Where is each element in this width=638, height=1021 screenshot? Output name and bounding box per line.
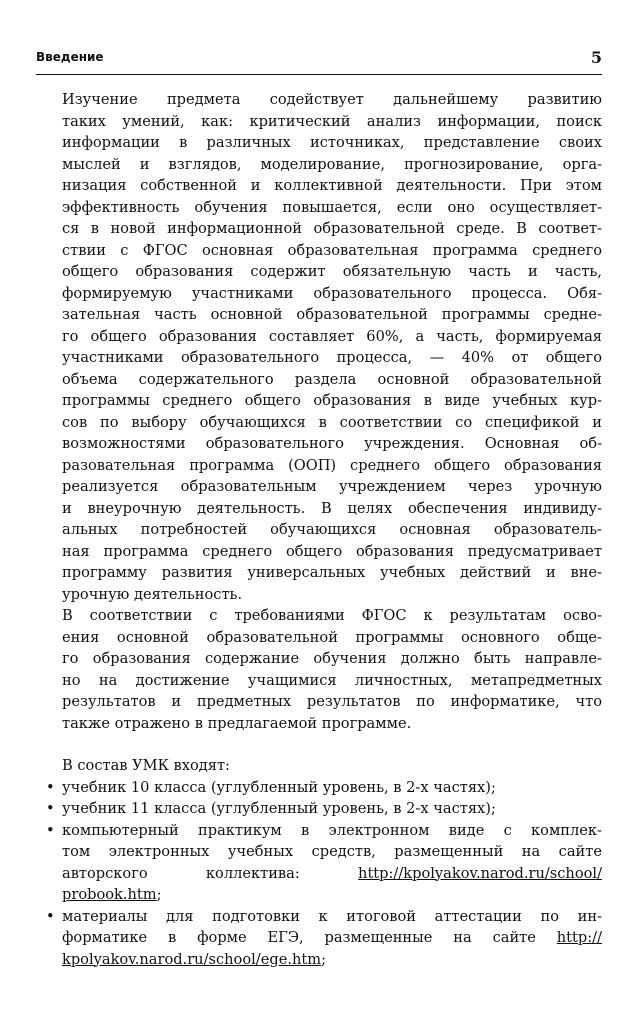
paragraph-fgos (36, 605, 602, 734)
paragraph-gap (36, 734, 602, 755)
paragraph-line: го образования содержание обучения должно быть направле- (62, 650, 602, 667)
paragraph-line: но на достижение учащимися личностных, метапредметных (62, 671, 602, 689)
paragraph-line: также отражено в предлагаемой программе. (62, 714, 412, 732)
list-item (36, 798, 602, 820)
list-item-punct: ; (321, 950, 326, 968)
list-item (36, 906, 602, 971)
paragraph-line: участниками образовательного процесса, — 40% от общего (62, 349, 602, 366)
paragraph-line: программу развития универсальных учебных действий и вне- (62, 564, 602, 581)
paragraph-line: результатов и предметных результатов по информатике, что (62, 693, 602, 710)
bullet-icon: • (46, 821, 55, 839)
list-item-text: учебник 11 класса (углубленный уровень, в 2-х частях); (62, 800, 496, 817)
paragraph-line: информации в различных источниках, представление своих (62, 134, 602, 151)
paragraph-line: реализуется образовательным учреждением через урочную (62, 478, 602, 495)
paragraph-line: зательная часть основной образовательной программы средне- (62, 306, 602, 323)
paragraph-line: разовательная программа (ООП) среднего общего образования (62, 456, 602, 474)
list-item-line (62, 884, 602, 906)
list-item-text: учебник 10 класса (углубленный уровень, в 2-х частях); (62, 778, 496, 796)
ege-link-continued[interactable]: kpolyakov.narod.ru/school/ege.htm (62, 950, 322, 968)
bullet-icon: • (46, 800, 55, 817)
list-item (36, 777, 602, 799)
probook-link-continued[interactable]: probook.htm (62, 886, 157, 903)
bullet-icon: • (46, 778, 55, 796)
paragraph-line: урочную деятельность. (62, 585, 243, 603)
list-item-line: компьютерный практикум в электронном виде с комплек- (62, 821, 602, 839)
list-item-line (62, 927, 602, 949)
page-number: 5 (590, 48, 602, 67)
paragraph-line: низация собственной и коллективной деятельности. При этом (62, 177, 602, 194)
paragraph-line: возможностями образовательного учреждения. Основная об- (62, 435, 602, 452)
umk-intro: В состав УМК входят: (62, 757, 230, 774)
paragraph-line: ная программа среднего общего образования предусматривает (62, 542, 602, 560)
paragraph-line: ся в новой информационной образовательной среде. В соответ- (62, 220, 602, 237)
bullet-icon: • (46, 907, 55, 925)
paragraph-line: общего образования содержит обязательную часть и часть, (62, 263, 602, 280)
paragraph-line: таких умений, как: критический анализ информации, поиск (62, 112, 602, 130)
paragraph-line: В соответствии с требованиями ФГОС к результатам осво- (62, 607, 602, 624)
paragraph-line: мыслей и взглядов, моделирование, прогнозирование, орга- (62, 155, 602, 173)
paragraph-line: объема содержательного раздела основной образовательной (62, 370, 602, 388)
list-item-line (62, 863, 602, 885)
paragraph-line: программы среднего общего образования в виде учебных кур- (62, 392, 602, 409)
paragraph-intro (36, 89, 602, 605)
section-title: Введение (36, 50, 104, 64)
list-item-line: том электронных учебных средств, размещенный на сайте (62, 843, 602, 860)
paragraph-line: ения основной образовательной программы основного обще- (62, 628, 602, 646)
body-text (36, 89, 602, 970)
list-item-punct: ; (156, 886, 162, 903)
list-item-line-text: авторского коллектива: (62, 864, 300, 882)
paragraph-line: ствии с ФГОС основная образовательная программа среднего (62, 241, 602, 259)
paragraph-line: го общего образования составляет 60%, а часть, формируемая (62, 327, 602, 345)
list-item-line-text: форматике в форме ЕГЭ, размещенные на сайте (62, 929, 536, 946)
ege-link[interactable]: http:// (556, 929, 602, 946)
paragraph-line: эффективность обучения повышается, если оно осуществляет- (62, 198, 602, 216)
umk-list (36, 777, 602, 971)
list-item-line: материалы для подготовки к итоговой аттестации по ин- (62, 907, 602, 925)
list-item (36, 820, 602, 906)
probook-link[interactable]: http://kpolyakov.narod.ru/school/ (358, 864, 602, 882)
list-item-line (62, 949, 602, 971)
paragraph-line: и внеурочную деятельность. В целях обеспечения индивиду- (62, 499, 602, 517)
paragraph-line: сов по выбору обучающихся в соответствии со спецификой и (62, 413, 602, 431)
paragraph-line: альных потребностей обучающихся основная образователь- (62, 521, 602, 538)
paragraph-line: Изучение предмета содействует дальнейшему развитию (62, 91, 602, 108)
paragraph-line: формируемую участниками образовательного процесса. Обя- (62, 284, 602, 302)
running-header (36, 46, 602, 75)
